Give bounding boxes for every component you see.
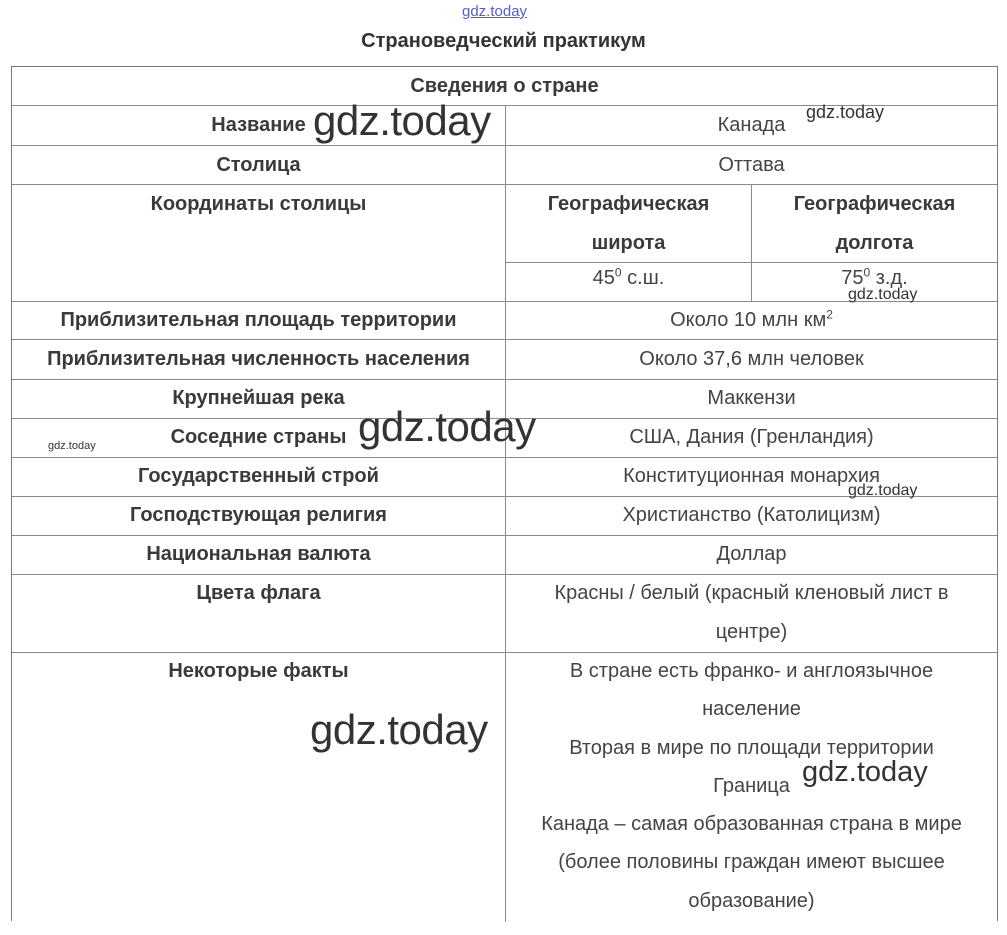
flag-line2: центре) — [715, 621, 788, 643]
fact-line: население — [702, 698, 801, 721]
label-latitude — [506, 185, 751, 263]
value-name: Канада — [717, 114, 786, 136]
latitude-line2: широта — [591, 232, 666, 254]
value-river: Маккензи — [707, 387, 796, 409]
value-longitude: $75^0$ з.д. — [841, 265, 908, 289]
fact-line: В стране есть франко- и англоязычное — [569, 660, 934, 682]
label-river: Крупнейшая река — [172, 387, 345, 409]
value-flag — [506, 574, 997, 652]
label-neighbors: Соседние страны — [170, 426, 347, 448]
watermark: gdz.today — [313, 97, 491, 144]
watermark: gdz.today — [848, 286, 918, 303]
label-population: Приблизительная численность населения — [47, 348, 470, 370]
label-area: Приблизительная площадь территории — [60, 309, 457, 331]
label-facts: Некоторые факты — [168, 660, 349, 682]
watermark: gdz.today — [310, 706, 488, 753]
fact-line: Вторая в мире по площади территории — [569, 736, 934, 759]
fact-line: образование) — [688, 889, 815, 912]
flag-line1: Красны / белый (красный кленовый лист в — [554, 582, 949, 604]
latitude-line1: Географическая — [547, 193, 710, 215]
label-coordinates: Координаты столицы — [150, 193, 367, 215]
site-link[interactable]: gdz.today — [462, 3, 528, 20]
fact-line: Граница — [713, 774, 790, 797]
label-flag: Цвета флага — [196, 582, 321, 604]
watermark: gdz.today — [848, 482, 918, 499]
value-population: Около 37,6 млн человек — [639, 348, 864, 370]
value-currency: Доллар — [716, 543, 787, 565]
page-title: Страноведческий практикум — [361, 30, 646, 52]
fact-line: Канада – самая образованная страна в мире — [541, 813, 962, 836]
value-government: Конституционная монархия — [623, 465, 880, 487]
fact-line: (более половины граждан имеют высшее — [558, 851, 945, 874]
label-capital: Столица — [216, 154, 301, 176]
value-capital: Оттава — [718, 154, 785, 176]
value-religion: Христианство (Католицизм) — [622, 504, 881, 526]
table-caption: Сведения о стране — [410, 75, 599, 97]
label-currency: Национальная валюта — [146, 543, 371, 565]
label-longitude — [752, 185, 997, 263]
value-area: Около 10 млн $км^2$ — [670, 307, 833, 331]
label-name: Название — [211, 114, 306, 136]
value-latitude: $45^0$ с.ш. — [592, 265, 665, 289]
label-religion: Господствующая религия — [130, 504, 387, 526]
watermark: gdz.today — [48, 440, 96, 452]
longitude-line2: долгота — [835, 232, 914, 254]
watermark: gdz.today — [358, 403, 536, 450]
watermark: gdz.today — [806, 102, 885, 122]
value-neighbors: США, Дания (Гренландия) — [629, 426, 874, 448]
label-government: Государственный строй — [138, 465, 379, 487]
watermark: gdz.today — [802, 756, 928, 788]
longitude-line1: Географическая — [793, 193, 956, 215]
